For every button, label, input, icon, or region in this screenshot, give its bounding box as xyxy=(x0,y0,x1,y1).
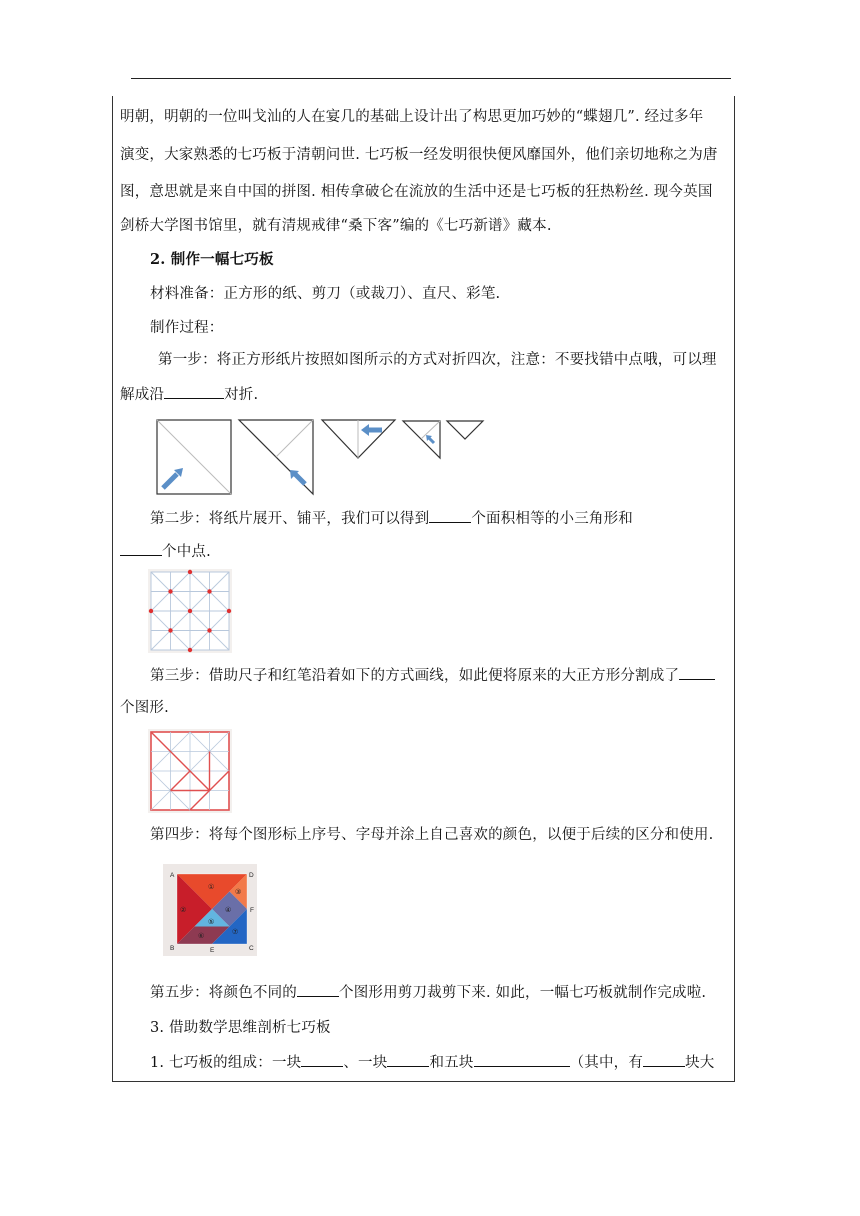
step3-line-1 xyxy=(150,665,715,686)
history-line-2: 演变，大家熟悉的七巧板于清朝问世. 七巧板一经发明很快便风靡国外，他们亲切地称之为唐 xyxy=(120,147,718,163)
label-C: C xyxy=(249,945,254,952)
label-A: A xyxy=(170,872,175,879)
header-rule xyxy=(131,78,731,79)
section-2-title: 2. 制作一幅七巧板 xyxy=(150,251,274,268)
q1-a: 1. 七巧板的组成：一块 xyxy=(150,1055,302,1071)
label-E: E xyxy=(210,947,215,954)
step1-line-1: 第一步：将正方形纸片按照如图所示的方式对折四次，注意：不要找错中点哦，可以理 xyxy=(158,352,717,368)
step3-line-2: 个图形. xyxy=(120,700,169,716)
label-D: D xyxy=(249,872,254,879)
step4-text: 第四步：将每个图形标上序号、字母并涂上自己喜欢的颜色，以便于后续的区分和使用. xyxy=(150,827,714,843)
label-F: F xyxy=(250,907,254,914)
step1-pre: 解成沿 xyxy=(120,387,165,403)
step5-pre: 第五步：将颜色不同的 xyxy=(150,985,297,1001)
label-n4: ④ xyxy=(225,906,232,914)
blank-q1-1[interactable] xyxy=(301,1052,343,1067)
label-n5: ⑤ xyxy=(208,918,215,926)
label-n7: ⑦ xyxy=(232,928,239,936)
fold-triangle-4 xyxy=(447,421,483,439)
blank-q1-3[interactable] xyxy=(474,1052,570,1067)
blank-shape-cut-count[interactable] xyxy=(297,982,339,997)
blank-q1-2[interactable] xyxy=(387,1052,429,1067)
materials-text: 材料准备：正方形的纸、剪刀（或裁刀）、直尺、彩笔. xyxy=(150,286,501,302)
blank-q1-4[interactable] xyxy=(643,1052,685,1067)
step5-line xyxy=(150,982,706,1003)
step1-line-2 xyxy=(120,384,258,405)
q1-d: （其中，有 xyxy=(569,1055,644,1071)
process-label: 制作过程： xyxy=(150,320,224,336)
fold-triangle-2 xyxy=(322,420,395,458)
colored-tangram-figure xyxy=(163,864,257,956)
step2-line2-post: 个中点. xyxy=(162,544,211,560)
step2-line-2 xyxy=(120,541,211,562)
step3-text: 第三步：借助尺子和红笔沿着如下的方式画线，如此便将原来的大正方形分割成了 xyxy=(150,668,680,684)
blank-triangle-count[interactable] xyxy=(429,508,471,523)
fold-square xyxy=(157,420,231,494)
label-n3: ③ xyxy=(235,888,242,896)
history-line-4: 剑桥大学图书馆里，就有清规戒律“桑下客”编的《七巧新谱》藏本. xyxy=(120,218,552,234)
question-1-line xyxy=(150,1052,714,1073)
step2-pre: 第二步：将纸片展开、铺平，我们可以得到 xyxy=(150,511,430,527)
blank-fold-line[interactable] xyxy=(164,384,224,399)
blank-midpoint-count[interactable] xyxy=(120,541,162,556)
fold-triangle-3 xyxy=(403,421,440,458)
step5-post: 个图形用剪刀裁剪下来. 如此，一幅七巧板就制作完成啦. xyxy=(339,985,707,1001)
red-lines-figure xyxy=(148,729,232,813)
midpoint-grid-figure xyxy=(148,569,232,653)
step2-line-1 xyxy=(150,508,633,529)
history-line-3: 图，意思就是来自中国的拼图. 相传拿破仑在流放的生活中还是七巧板的狂热粉丝. 现今英国 xyxy=(120,184,713,200)
folding-steps-figure xyxy=(155,418,495,500)
q1-b: 、一块 xyxy=(343,1055,388,1071)
q1-e: 块大 xyxy=(685,1055,715,1071)
label-B: B xyxy=(170,945,175,952)
q1-c: 和五块 xyxy=(429,1055,474,1071)
blank-shape-count[interactable] xyxy=(679,665,715,680)
fold-triangle-1 xyxy=(239,420,313,494)
label-n2: ② xyxy=(180,906,187,914)
label-n6: ⑥ xyxy=(198,932,205,940)
history-line-1: 明朝，明朝的一位叫戈汕的人在宴几的基础上设计出了构思更加巧妙的“蝶翅几”. 经过多年 xyxy=(120,109,704,125)
step2-post: 个面积相等的小三角形和 xyxy=(471,511,634,527)
step1-post: 对折. xyxy=(224,387,259,403)
label-n1: ① xyxy=(208,883,215,891)
section-3-title: 3. 借助数学思维剖析七巧板 xyxy=(150,1020,331,1036)
